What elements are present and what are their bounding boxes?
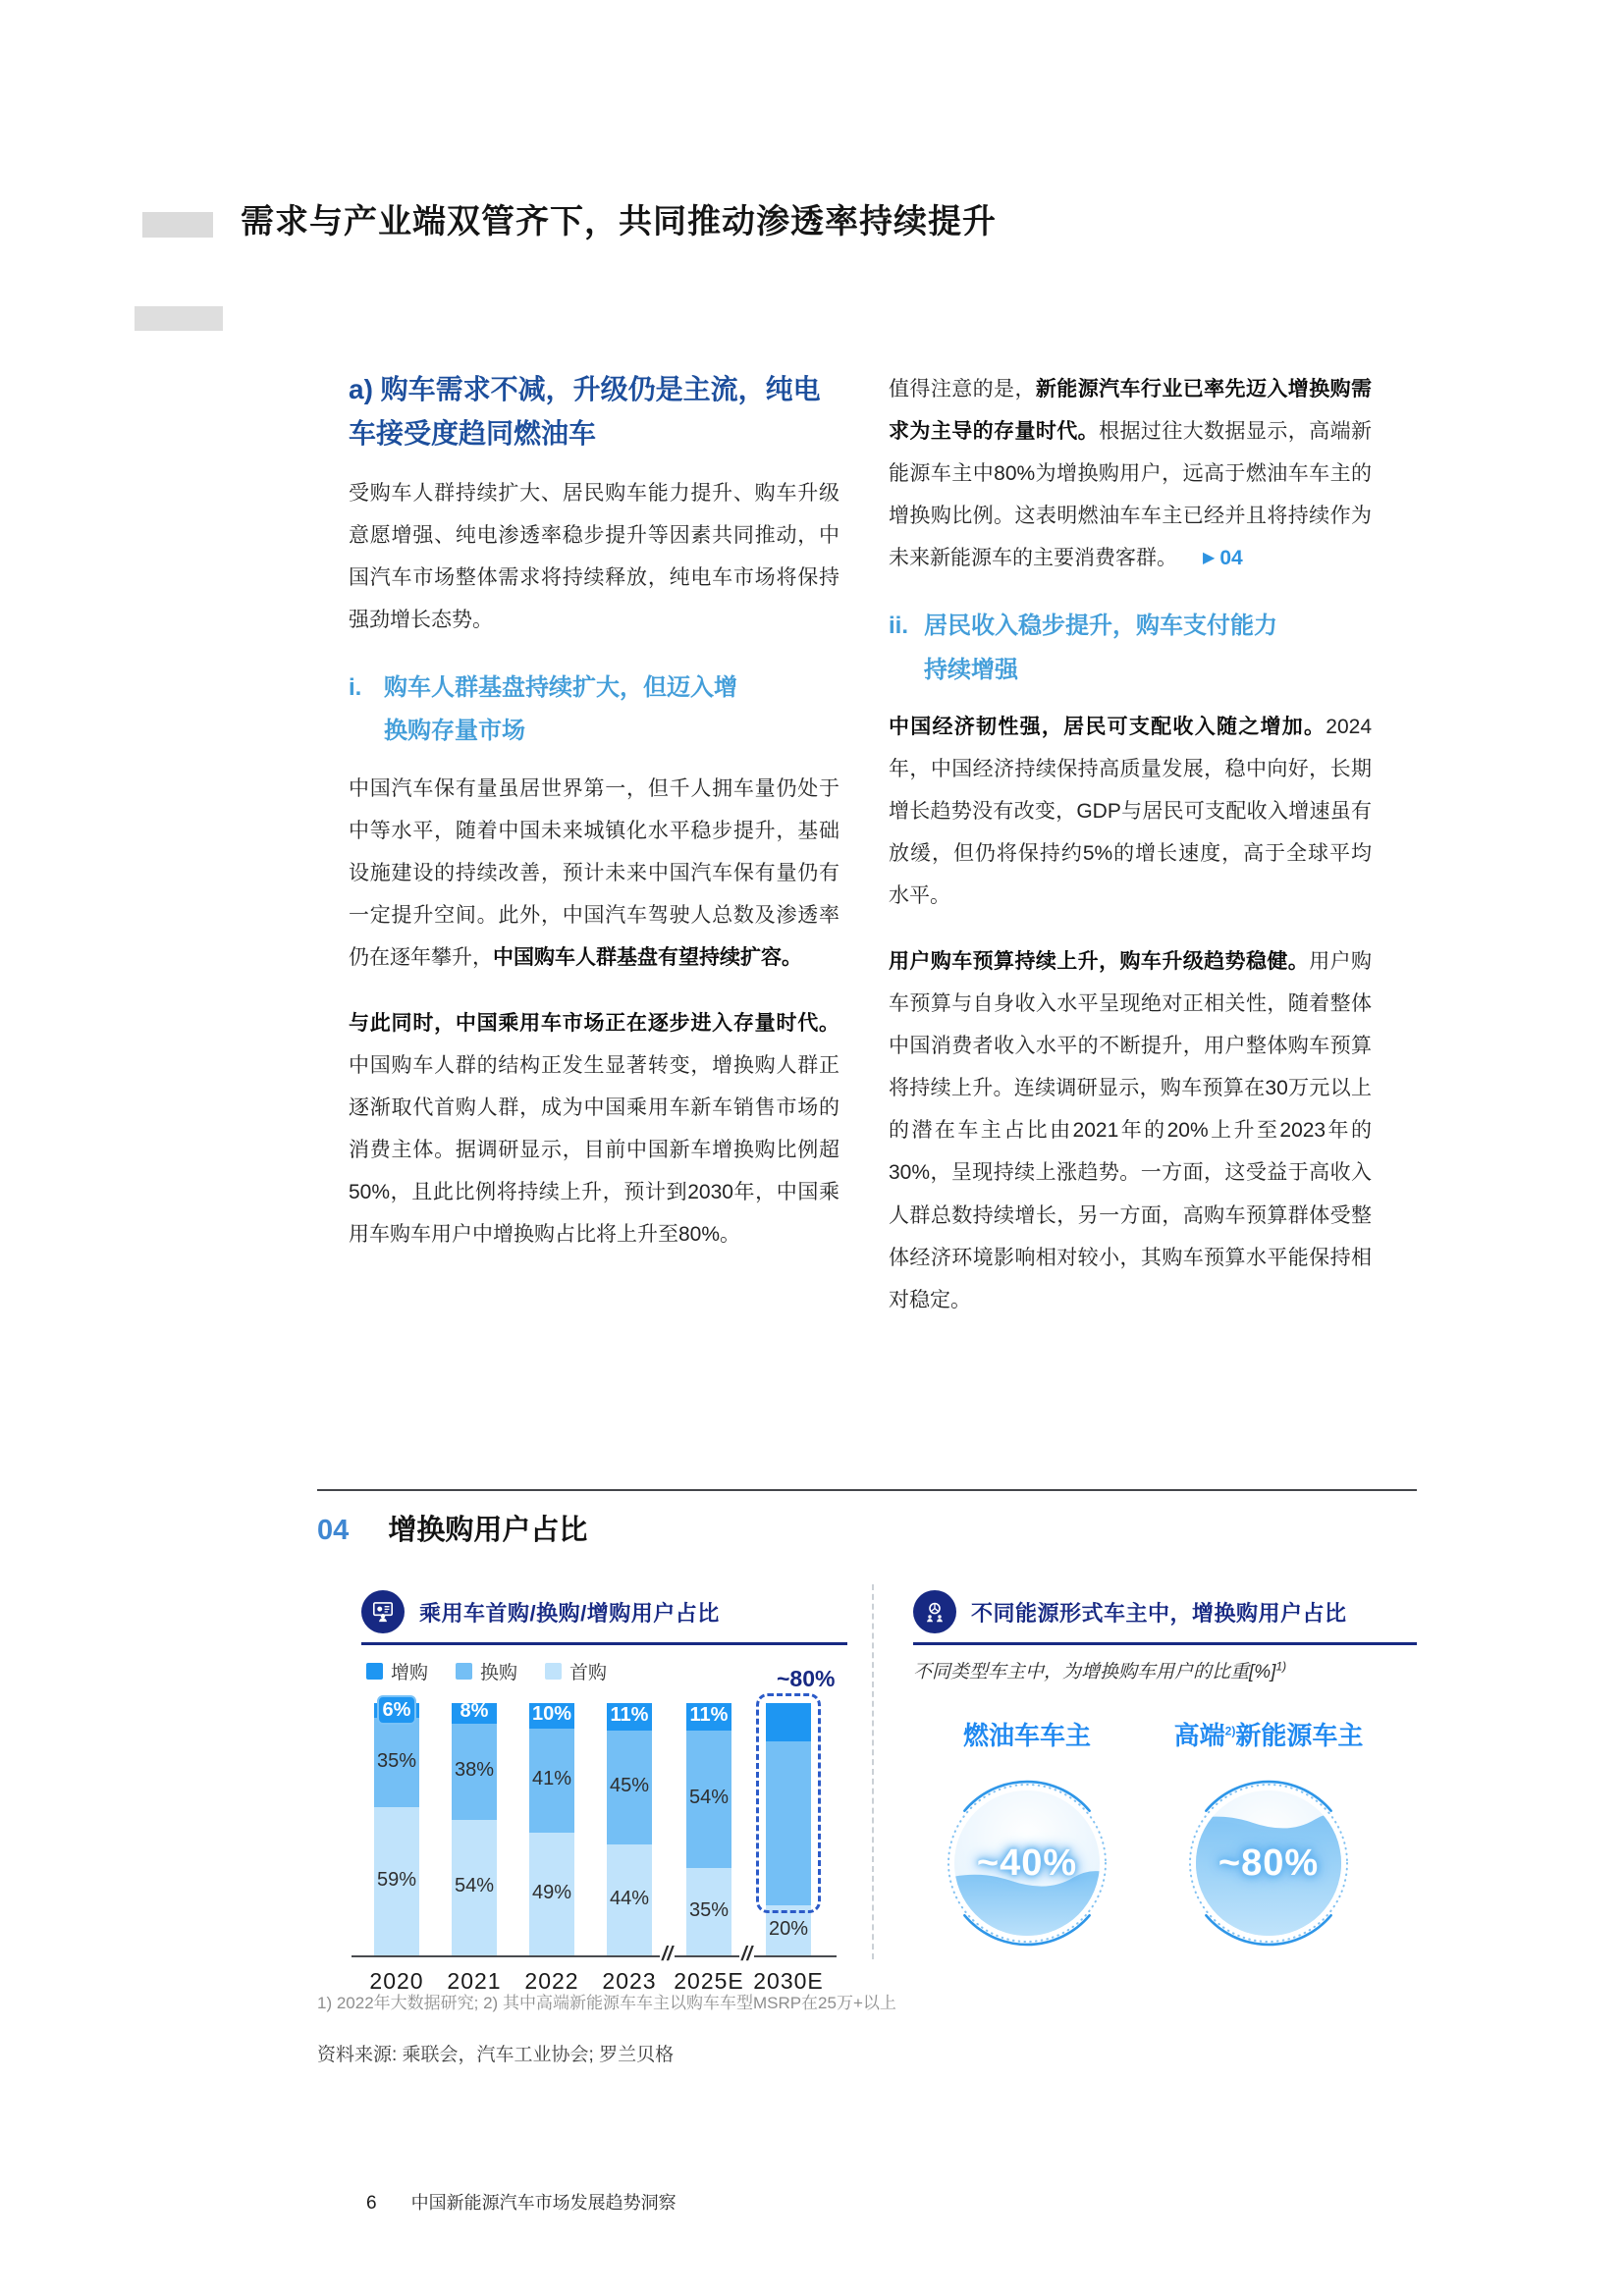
legend-item: 增购: [366, 1658, 428, 1684]
presentation-icon: [361, 1590, 405, 1633]
bar-value-label: 44%: [609, 1888, 650, 1910]
page-title: 需求与产业端双管齐下，共同推动渗透率持续提升: [241, 203, 997, 240]
exhibit-04-link[interactable]: [1203, 537, 1243, 579]
paragraph: 用户购车预算持续上升，购车升级趋势稳健。用户购车预算与自身收入水平呈现绝对正相关性，随着整体中国消费者收入水平的不断提升，用户整体购车预算将持续上升。连续调研显示，购车预算在30万元以上的潜在车主占比由2021年的20%上升至2023年的30%，呈现持续上涨趋势。一方面，这受益于高收入人群总数持续增长，另一方面，高购车预算群体受整体经济环境影响相对较小，其购车预算水平能保持相对稳定。: [889, 950, 1373, 1311]
decor-bar: [135, 306, 223, 331]
x-axis: [352, 1955, 837, 1957]
bar-value-label: 10%: [531, 1702, 572, 1725]
paragraph: 中国汽车保有量虽居世界第一，但千人拥车量仍处于中等水平，随着中国未来城镇化水平稳步提升，基础设施建设的持续改善，预计未来中国汽车保有量仍有一定提升空间。此外，中国汽车驾驶人总数及渗透率仍在逐年攀升，中国购车人群基盘有望持续扩容。: [349, 776, 839, 969]
axis-break-icon: //: [662, 1944, 674, 1965]
exhibit-divider: [317, 1489, 1417, 1491]
paragraph: 受购车人群持续扩大、居民购车能力提升、购车升级意愿增强、纯电渗透率稳步提升等因素共同推动，中国汽车市场整体需求将持续释放，纯电车市场将保持强劲增长态势。: [349, 481, 839, 631]
left-column: [349, 368, 839, 1279]
gauge-panel-header: [913, 1590, 1417, 1645]
water-gauge-nev: [1185, 1780, 1352, 1947]
x-axis-label: 2023: [602, 1968, 657, 1994]
gauge-label-nev: 高端$^{2)}$新能源车主: [1173, 1721, 1364, 1750]
bar-value-label: 59%: [376, 1868, 417, 1891]
car-owners-icon: [913, 1590, 956, 1633]
paragraph: 与此同时，中国乘用车市场正在逐步进入存量时代。中国购车人群的结构正发生显著转变，增换购人群正逐渐取代首购人群，成为中国乘用车新车销售市场的消费主体。据调研显示，目前中国新车增换购比例超50%，且此比例将持续上升，预计到2030年，中国乘用车购车用户中增换购占比将上升至80%。: [349, 1011, 839, 1247]
gauge-label-fuel: 燃油车车主: [962, 1721, 1091, 1750]
axis-break-icon: //: [741, 1944, 753, 1965]
bar-value-label: 20%: [768, 1918, 809, 1941]
bar-chart-title: 乘用车首购/换购/增购用户占比: [419, 1600, 720, 1626]
x-axis-label: 2025E: [674, 1968, 744, 1994]
paragraph: 值得注意的是，新能源汽车行业已率先迈入增换购需求为主导的存量时代。根据过往大数据显示，高端新能源车主中80%为增换购用户，远高于燃油车车主的增换购比例。这表明燃油车车主已经并且将持续作为未来新能源车的主要消费客群。 ▶ 04: [889, 368, 1372, 579]
panel-separator: [872, 1584, 874, 1959]
subheading-ii-marker: ii.: [889, 613, 909, 640]
footnote-marker: 1): [1275, 1659, 1287, 1674]
section-heading-a: a) 购车需求不减，升级仍是主流，纯电车接受度趋同燃油车: [349, 374, 821, 449]
gauge-value: ~40%: [976, 1842, 1078, 1884]
gauge-value: ~80%: [1218, 1842, 1320, 1884]
x-axis-label: 2022: [524, 1968, 579, 1994]
bar-value-label: 49%: [531, 1881, 572, 1903]
bar-chart-header: [361, 1590, 847, 1645]
legend-item: 换购: [456, 1658, 517, 1684]
bar-value-label: 11%: [610, 1704, 649, 1727]
bar-callout-label: 6%: [377, 1695, 416, 1725]
bar-chart-panel: [339, 1590, 849, 1994]
subheading-i-marker: i.: [349, 673, 362, 701]
bar-value-label: 35%: [376, 1749, 417, 1772]
gauge-panel: [913, 1590, 1417, 1884]
x-axis-label: 2020: [369, 1968, 424, 1994]
subheading-ii-text: 居民收入稳步提升，购车支付能力持续增强: [924, 613, 1277, 683]
gauge-panel-subtitle: 不同类型车主中，为增换购车用户的比重[%]$^{1)}$: [913, 1659, 1287, 1682]
exhibit-number: 04: [317, 1515, 350, 1546]
link-arrow-icon: ▶: [1203, 550, 1216, 567]
link-label: 04: [1219, 547, 1243, 570]
bar-value-label: 35%: [688, 1898, 730, 1921]
exhibit-footnote: 1) 2022年大数据研究; 2) 其中高端新能源车车主以购车车型MSRP在25万+以上: [317, 1994, 896, 2012]
highlight-box: [756, 1693, 821, 1913]
legend-item: 首购: [545, 1658, 607, 1684]
legend-swatch: [456, 1663, 472, 1680]
bar-value-label: 11%: [689, 1704, 729, 1727]
bar-value-label: 54%: [688, 1787, 730, 1809]
water-gauge-fuel: [944, 1780, 1110, 1947]
bar-value-label: 41%: [531, 1767, 572, 1789]
subheading-i-text: 购车人群基盘持续扩大，但迈入增换购存量市场: [384, 673, 737, 745]
bar-value-label: 38%: [454, 1758, 495, 1781]
page-footer: [366, 2189, 677, 2215]
page-number: 6: [366, 2193, 377, 2214]
subheading-i: [349, 667, 741, 754]
bar-value-label: 54%: [454, 1875, 495, 1897]
exhibit-source: 资料来源: 乘联会，汽车工业协会; 罗兰贝格: [317, 2045, 675, 2065]
decor-bar: [142, 212, 213, 238]
paragraph: 中国经济韧性强，居民可支配收入随之增加。2024年，中国经济持续保持高质量发展，稳中向好，长期增长趋势没有改变，GDP与居民可支配收入增速虽有放缓，但仍将保持约5%的增长速度，高于全球平均水平。: [889, 716, 1372, 908]
bar-value-label: 45%: [609, 1775, 650, 1797]
footer-doc-title: 中国新能源汽车市场发展趋势洞察: [410, 2193, 677, 2213]
right-column: [889, 368, 1372, 1345]
exhibit-header: [317, 1508, 587, 1548]
gauge-panel-title: 不同能源形式车主中，增换购用户占比: [971, 1600, 1347, 1626]
subheading-ii: [889, 605, 1281, 692]
legend-swatch: [366, 1663, 383, 1680]
exhibit-title: 增换购用户占比: [388, 1515, 588, 1546]
x-axis-label: 2030E: [753, 1968, 824, 1994]
footnote-marker: 2): [1224, 1724, 1236, 1738]
x-axis-label: 2021: [447, 1968, 502, 1994]
highlight-annotation: ~80%: [777, 1666, 836, 1691]
exhibit-panels: [317, 1569, 1417, 1994]
legend-swatch: [545, 1663, 562, 1680]
bar-value-label: 8%: [460, 1700, 489, 1723]
